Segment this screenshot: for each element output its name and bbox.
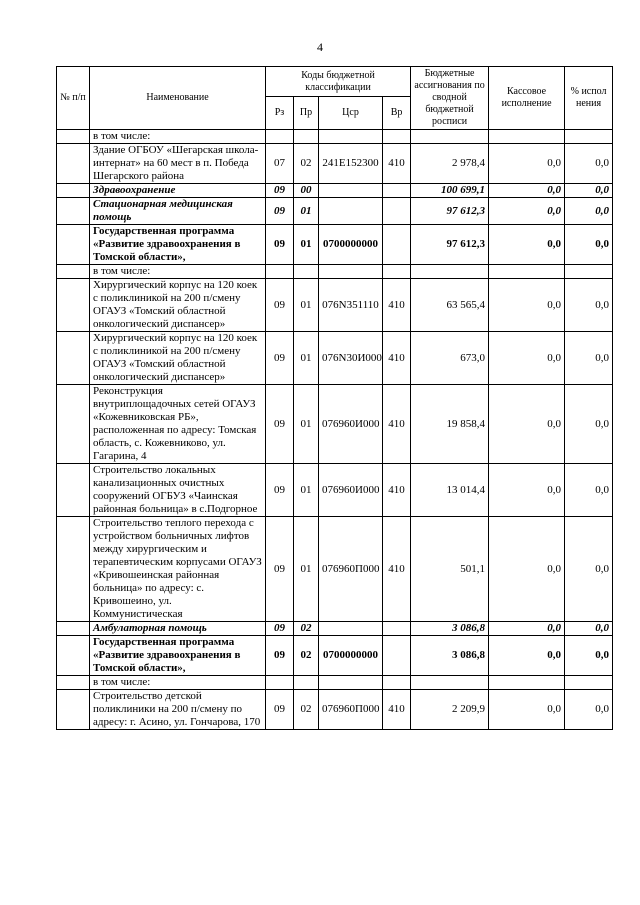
row-name-cell: Строительство локальных канализационных очистных сооружений ОГБУЗ «Чаинская районная больница» в с.Подгорное [90, 464, 266, 517]
row-budget-cell [411, 130, 489, 144]
row-budget-cell: 673,0 [411, 332, 489, 385]
row-num-cell [57, 636, 90, 676]
row-rz-cell: 09 [266, 332, 294, 385]
row-percent-cell: 0,0 [565, 225, 613, 265]
row-vr-cell [383, 636, 411, 676]
row-rz-cell: 09 [266, 198, 294, 225]
row-budget-cell: 13 014,4 [411, 464, 489, 517]
table-row [57, 144, 613, 184]
row-csr-cell: 076960П000 [319, 517, 383, 622]
row-percent-cell: 0,0 [565, 464, 613, 517]
table-row [57, 385, 613, 464]
row-budget-cell: 3 086,8 [411, 636, 489, 676]
header-name: Наименование [90, 67, 266, 130]
header-budget: Бюджетные ассигнования по сводной бюджетной росписи [411, 67, 489, 130]
row-budget-cell: 2 978,4 [411, 144, 489, 184]
row-rz-cell: 09 [266, 517, 294, 622]
row-num-cell [57, 385, 90, 464]
row-num-cell [57, 517, 90, 622]
row-name-cell: Амбулаторная помощь [90, 622, 266, 636]
row-percent-cell: 0,0 [565, 332, 613, 385]
header-csr: Цср [319, 97, 383, 130]
row-num-cell [57, 184, 90, 198]
row-rz-cell [266, 265, 294, 279]
row-name-cell: Хирургический корпус на 120 коек с поликлиникой на 200 п/смену ОГАУЗ «Томский областной онкологический диспансер» [90, 332, 266, 385]
row-csr-cell: 076N30И000 [319, 332, 383, 385]
row-num-cell [57, 265, 90, 279]
row-num-cell [57, 144, 90, 184]
table-row [57, 332, 613, 385]
row-pr-cell [294, 265, 319, 279]
row-budget-cell: 3 086,8 [411, 622, 489, 636]
row-rz-cell: 09 [266, 184, 294, 198]
row-name-cell: Хирургический корпус на 120 коек с поликлиникой на 200 п/смену ОГАУЗ «Томский областной онкологический диспансер» [90, 279, 266, 332]
row-budget-cell: 19 858,4 [411, 385, 489, 464]
row-vr-cell: 410 [383, 144, 411, 184]
row-budget-cell: 2 209,9 [411, 690, 489, 730]
row-vr-cell: 410 [383, 464, 411, 517]
row-vr-cell [383, 184, 411, 198]
row-pr-cell: 01 [294, 225, 319, 265]
row-cash-cell: 0,0 [489, 332, 565, 385]
row-budget-cell: 97 612,3 [411, 225, 489, 265]
row-name-cell: в том числе: [90, 676, 266, 690]
row-vr-cell: 410 [383, 279, 411, 332]
row-name-cell: в том числе: [90, 130, 266, 144]
row-num-cell [57, 690, 90, 730]
row-pr-cell [294, 130, 319, 144]
row-rz-cell: 09 [266, 279, 294, 332]
row-num-cell [57, 198, 90, 225]
row-name-cell: Реконструкция внутриплощадочных сетей ОГАУЗ «Кожевниковская РБ», расположенная по адресу: Томская область, с. Кожевниково, ул. Гагарина, 4 [90, 385, 266, 464]
row-name-cell: Государственная программа «Развитие здравоохранения в Томской области», [90, 225, 266, 265]
row-cash-cell: 0,0 [489, 690, 565, 730]
row-csr-cell: 241E152300 [319, 144, 383, 184]
row-csr-cell [319, 676, 383, 690]
row-csr-cell [319, 198, 383, 225]
row-num-cell [57, 225, 90, 265]
row-percent-cell: 0,0 [565, 184, 613, 198]
row-vr-cell: 410 [383, 517, 411, 622]
header-num: № п/п [57, 67, 90, 130]
table-row [57, 225, 613, 265]
row-cash-cell [489, 265, 565, 279]
header-cash: Кассовое исполнение [489, 67, 565, 130]
table-row [57, 622, 613, 636]
row-budget-cell [411, 265, 489, 279]
row-pr-cell [294, 676, 319, 690]
row-rz-cell: 09 [266, 385, 294, 464]
header-percent: % испол нения [565, 67, 613, 130]
row-cash-cell: 0,0 [489, 184, 565, 198]
row-cash-cell: 0,0 [489, 464, 565, 517]
page-number: 4 [317, 40, 323, 54]
row-vr-cell: 410 [383, 385, 411, 464]
row-rz-cell: 09 [266, 464, 294, 517]
row-rz-cell [266, 130, 294, 144]
row-pr-cell: 01 [294, 517, 319, 622]
row-pr-cell: 02 [294, 690, 319, 730]
row-cash-cell: 0,0 [489, 622, 565, 636]
row-csr-cell: 0700000000 [319, 636, 383, 676]
row-name-cell: Стационарная медицинская помощь [90, 198, 266, 225]
row-cash-cell: 0,0 [489, 385, 565, 464]
row-rz-cell: 07 [266, 144, 294, 184]
row-percent-cell [565, 265, 613, 279]
row-cash-cell: 0,0 [489, 636, 565, 676]
row-budget-cell: 100 699,1 [411, 184, 489, 198]
table-row [57, 464, 613, 517]
row-cash-cell [489, 130, 565, 144]
row-name-cell: Здание ОГБОУ «Шегарская школа-интернат» на 60 мест в п. Победа Шегарского района [90, 144, 266, 184]
table-row [57, 636, 613, 676]
row-name-cell: Строительство теплого перехода с устройством больничных лифтов между хирургическим и терапевтическим корпусами ОГАУЗ «Кривошеинская районная больница» по адресу: с. Кривошеино, ул. Коммунистическая [90, 517, 266, 622]
row-num-cell [57, 279, 90, 332]
header-codes-group: Коды бюджетной классификации [266, 67, 411, 97]
table-body [57, 130, 613, 730]
row-name-cell: Строительство детской поликлиники на 200 п/смену по адресу: г. Асино, ул. Гончарова, 170 [90, 690, 266, 730]
header-vr: Вр [383, 97, 411, 130]
row-percent-cell: 0,0 [565, 622, 613, 636]
row-csr-cell [319, 184, 383, 198]
row-num-cell [57, 676, 90, 690]
row-csr-cell [319, 130, 383, 144]
row-percent-cell: 0,0 [565, 144, 613, 184]
row-num-cell [57, 622, 90, 636]
row-rz-cell: 09 [266, 225, 294, 265]
row-rz-cell: 09 [266, 622, 294, 636]
row-csr-cell: 076960И000 [319, 464, 383, 517]
row-rz-cell: 09 [266, 690, 294, 730]
header-rz: Рз [266, 97, 294, 130]
row-vr-cell [383, 198, 411, 225]
row-percent-cell: 0,0 [565, 385, 613, 464]
row-cash-cell: 0,0 [489, 279, 565, 332]
header-pr: Пр [294, 97, 319, 130]
budget-execution-table [56, 66, 613, 730]
table-row [57, 676, 613, 690]
row-vr-cell [383, 622, 411, 636]
row-name-cell: в том числе: [90, 265, 266, 279]
row-percent-cell: 0,0 [565, 517, 613, 622]
row-pr-cell: 01 [294, 464, 319, 517]
row-pr-cell: 01 [294, 279, 319, 332]
row-percent-cell [565, 130, 613, 144]
row-num-cell [57, 332, 90, 385]
row-percent-cell: 0,0 [565, 636, 613, 676]
row-budget-cell [411, 676, 489, 690]
row-csr-cell: 076N351110 [319, 279, 383, 332]
row-cash-cell: 0,0 [489, 144, 565, 184]
table-row [57, 198, 613, 225]
row-percent-cell [565, 676, 613, 690]
row-num-cell [57, 464, 90, 517]
row-pr-cell: 02 [294, 622, 319, 636]
row-csr-cell: 076960И000 [319, 385, 383, 464]
row-rz-cell [266, 676, 294, 690]
table-row [57, 184, 613, 198]
row-pr-cell: 02 [294, 144, 319, 184]
table-row [57, 130, 613, 144]
row-vr-cell: 410 [383, 690, 411, 730]
row-budget-cell: 501,1 [411, 517, 489, 622]
row-vr-cell [383, 225, 411, 265]
row-name-cell: Государственная программа «Развитие здравоохранения в Томской области», [90, 636, 266, 676]
row-rz-cell: 09 [266, 636, 294, 676]
row-csr-cell: 076960П000 [319, 690, 383, 730]
row-budget-cell: 97 612,3 [411, 198, 489, 225]
row-vr-cell [383, 676, 411, 690]
row-num-cell [57, 130, 90, 144]
row-cash-cell [489, 676, 565, 690]
row-percent-cell: 0,0 [565, 279, 613, 332]
table-row [57, 279, 613, 332]
row-percent-cell: 0,0 [565, 198, 613, 225]
row-budget-cell: 63 565,4 [411, 279, 489, 332]
table-row [57, 690, 613, 730]
row-cash-cell: 0,0 [489, 198, 565, 225]
row-name-cell: Здравоохранение [90, 184, 266, 198]
row-pr-cell: 00 [294, 184, 319, 198]
row-pr-cell: 02 [294, 636, 319, 676]
row-cash-cell: 0,0 [489, 225, 565, 265]
row-percent-cell: 0,0 [565, 690, 613, 730]
row-csr-cell: 0700000000 [319, 225, 383, 265]
row-pr-cell: 01 [294, 385, 319, 464]
row-vr-cell [383, 265, 411, 279]
row-cash-cell: 0,0 [489, 517, 565, 622]
row-csr-cell [319, 265, 383, 279]
row-vr-cell: 410 [383, 332, 411, 385]
row-pr-cell: 01 [294, 198, 319, 225]
table-row [57, 265, 613, 279]
table-row [57, 517, 613, 622]
row-pr-cell: 01 [294, 332, 319, 385]
row-csr-cell [319, 622, 383, 636]
row-vr-cell [383, 130, 411, 144]
